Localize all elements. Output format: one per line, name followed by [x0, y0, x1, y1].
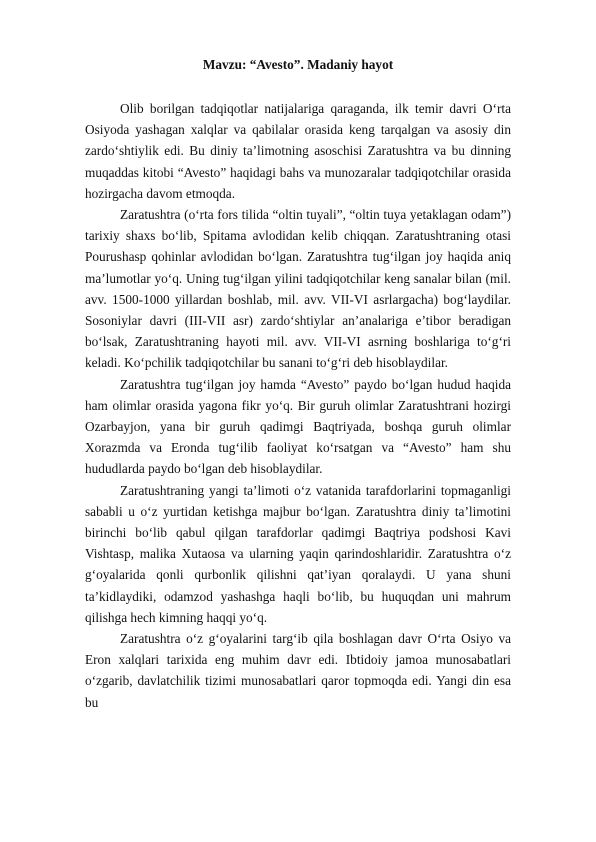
paragraph: Zaratushtra o‘z g‘oyalarini targ‘ib qila boshlagan davr O‘rta Osiyo va Eron xalqlari tarixida eng muhim davr edi. Ibtidoiy jamoa munosabatlari o‘zgarib, davlatchilik tizimi munosabatlari qaror topmoqda edi. Yangi din esa bu [85, 631, 511, 710]
paragraph: Zaratushtraning yangi ta’limoti o‘z vatanida tarafdorlarini topmaganligi sababli u o‘z yurtidan ketishga majbur bo‘lgan. Zaratushtra diniy ta’limotini birinchi bo‘lib qabul qilgan tarafdorlar qadimgi Baqtriya podshosi Kavi Vishtasp, malika Xutaosa va ularning yaqin qarindoshlaridir. Zaratushtra o‘z g‘oyalarida qonli qurbonlik qilishni qat’iyan qoralaydi. U yana shuni ta’kidlaydiki, odamzod yashashga haqli bo‘lib, bu huquqdan uni mahrum qilishga hech kimning haqqi yo‘q. [85, 482, 511, 625]
document-body [85, 98, 511, 713]
paragraph: Olib borilgan tadqiqotlar natijalariga qaraganda, ilk temir davri O‘rta Osiyoda yashagan xalqlar va qabilalar orasida keng tarqalgan va asosiy din zardo‘shtiylik edi. Bu diniy ta’limotning asoschisi Zaratushtra va bu dinning muqaddas kitobi “Avesto” haqidagi bahs va munozaralar tadqiqotchilar orasida hozirgacha davom etmoqda. [85, 101, 511, 201]
paragraph: Zaratushtra tug‘ilgan joy hamda “Avesto” paydo bo‘lgan hudud haqida ham olimlar orasida yagona fikr yo‘q. Bir guruh olimlar Zaratushtrani hozirgi Ozarbayjon, yana bir guruh qadimgi Baqtriyada, boshqa guruh olimlar Xorazmda va Eronda tug‘ilib faoliyat ko‘rsatgan va “Avesto” ham shu hududlarda paydo bo‘lgan deb hisoblaydilar. [85, 376, 511, 477]
paragraph: Zaratushtra (o‘rta fors tilida “oltin tuyali”, “oltin tuya yetaklagan odam”) tarixiy shaxs bo‘lib, Spitama avlodidan kelib chiqqan. Zaratushtraning otasi Pourushasp qohinlar avlodidan bo‘lgan. Zaratushtra tug‘ilgan joy haqida aniq ma’lumotlar yo‘q. Uning tug‘ilgan yilini tadqiqotchilar keng sanalar bilan (mil. avv. 1500-1000 yillardan boshlab, mil. avv. VII-VI asrlargacha) bog‘laydilar. Sosoniylar davri (III-VII asr) zardo‘shtiylar an’analariga e’tibor beradigan bo‘lsak, Zaratushtraning hayoti mil. avv. VII-VI asrning boshlariga to‘g‘ri keladi. Ko‘pchilik tadqiqotchilar bu sanani to‘g‘ri deb hisoblaydilar. [85, 207, 511, 371]
page-title: Mavzu: “Avesto”. Madaniy hayot [202, 57, 394, 72]
